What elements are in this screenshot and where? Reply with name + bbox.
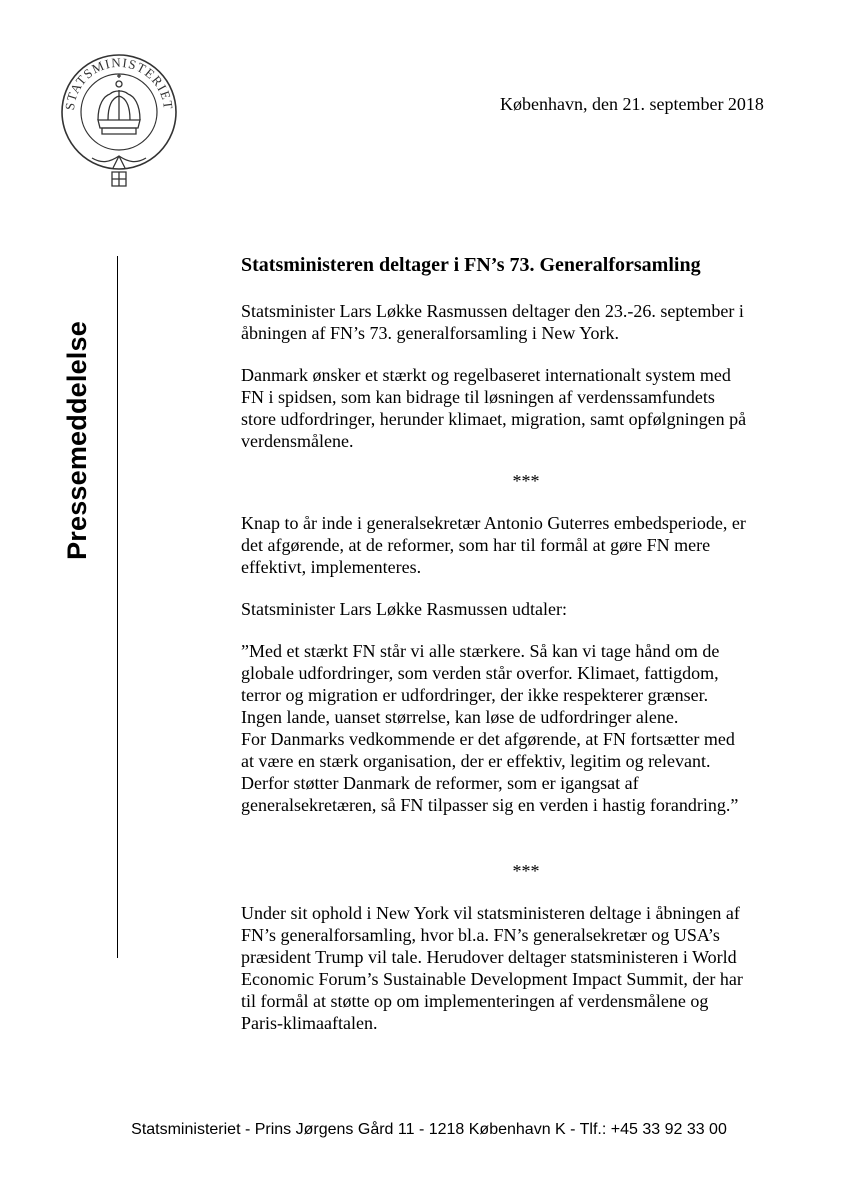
text-line: åbningen af FN’s 73. generalforsamling i New York.: [241, 323, 619, 343]
text-line: Under sit ophold i New York vil statsministeren deltage i åbningen af: [241, 903, 740, 923]
paragraph-2: [241, 364, 811, 452]
text-line: præsident Trump vil tale. Herudover deltager statsministeren i World: [241, 947, 737, 967]
press-release-label: [48, 290, 106, 590]
text-line: at være en stærk organisation, der er effektiv, legitim og relevant.: [241, 751, 711, 771]
text-line: Danmark ønsker et stærkt og regelbaseret internationalt system med: [241, 365, 731, 385]
text-line: globale udfordringer, som verden står overfor. Klimaet, fattigdom,: [241, 663, 719, 683]
section-separator: ***: [512, 861, 540, 881]
prime-minister-quote: [241, 640, 811, 816]
paragraph-1: [241, 300, 811, 344]
text-line: Ingen lande, uanset størrelse, kan løse de udfordringer alene.: [241, 707, 679, 727]
press-release-body: [241, 252, 811, 1034]
text-line: verdensmålene.: [241, 431, 354, 451]
text-line: til formål at støtte op om implementeringen af verdensmålene og: [241, 991, 709, 1011]
text-line: Derfor støtter Danmark de reformer, som er igangsat af: [241, 773, 639, 793]
seal-ring-text: STATSMINISTERIET: [61, 54, 177, 111]
footer-address: Statsministeriet - Prins Jørgens Gård 11 - 1218 København K - Tlf.: +45 33 92 33 00: [131, 1121, 727, 1138]
statsministeriet-seal: [52, 40, 186, 190]
text-line: ”Med et stærkt FN står vi alle stærkere. Så kan vi tage hånd om de: [241, 641, 720, 661]
text-line: Paris-klimaaftalen.: [241, 1013, 378, 1033]
text-line: effektivt, implementeres.: [241, 557, 422, 577]
document-title: Statsministeren deltager i FN’s 73. Generalforsamling: [241, 254, 701, 276]
paragraph-4: [241, 598, 811, 620]
text-line: terror og migration er udfordringer, der ikke respekterer grænser.: [241, 685, 709, 705]
vertical-divider: [117, 256, 118, 958]
text-line: FN i spidsen, som kan bidrage til løsningen af verdenssamfundets: [241, 387, 715, 407]
section-separator: ***: [512, 471, 540, 491]
text-line: Statsminister Lars Løkke Rasmussen udtaler:: [241, 599, 567, 619]
royal-crown-seal-icon: [52, 40, 186, 190]
text-line: FN’s generalforsamling, hvor bl.a. FN’s generalsekretær og USA’s: [241, 925, 720, 945]
dateline: København, den 21. september 2018: [500, 94, 764, 114]
text-line: Statsminister Lars Løkke Rasmussen deltager den 23.-26. september i: [241, 301, 744, 321]
text-line: For Danmarks vedkommende er det afgørende, at FN fortsætter med: [241, 729, 735, 749]
text-line: det afgørende, at de reformer, som har til formål at gøre FN mere: [241, 535, 711, 555]
text-line: generalsekretæren, så FN tilpasser sig en verden i hastig forandring.”: [241, 795, 739, 815]
text-line: Knap to år inde i generalsekretær Antonio Guterres embedsperiode, er: [241, 513, 746, 533]
paragraph-5: [241, 902, 811, 1034]
text-line: Economic Forum’s Sustainable Development Impact Summit, der har: [241, 969, 743, 989]
side-label-text: Pressemeddelelse: [61, 320, 92, 560]
paragraph-3: [241, 512, 811, 578]
text-line: store udfordringer, herunder klimaet, migration, samt opfølgningen på: [241, 409, 747, 429]
